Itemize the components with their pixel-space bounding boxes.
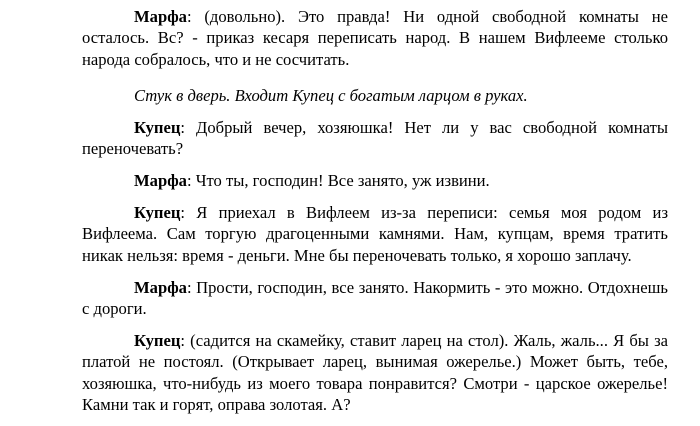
speaker-name: Купец <box>134 203 181 222</box>
dialogue-paragraph-kupets-3 <box>82 330 668 416</box>
stage-direction-text: Стук в дверь. Входит Купец с богатым ларцом в руках. <box>134 86 528 105</box>
speaker-name: Марфа <box>134 278 187 297</box>
speaker-name: Купец <box>134 118 181 137</box>
stage-direction <box>82 85 668 106</box>
dialogue-text: : (садится на скамейку, ставит ларец на стол). Жаль, жаль... Я бы за платой не постоял. (Открывает ларец, вынимая ожерелье.) Может быть, тебе, хозяюшка, что-нибудь из моего товара понравится? Смотри - царское ожерелье! Камни так и горят, оправа золотая. А? <box>82 331 668 415</box>
dialogue-text: : (довольно). Это правда! Ни одной свободной комнаты не осталось. Вс? - приказ кесаря переписать народ. В нашем Вифлееме столько народа собралось, что и не сосчитать. <box>82 7 668 69</box>
dialogue-paragraph-marfa-3 <box>82 277 668 320</box>
dialogue-paragraph-kupets-1 <box>82 117 668 160</box>
speaker-name: Марфа <box>134 171 187 190</box>
dialogue-text: : Что ты, господин! Все занято, уж извини. <box>186 171 490 190</box>
dialogue-paragraph-marfa-2 <box>82 170 668 191</box>
dialogue-text: : Я приехал в Вифлеем из-за переписи: семья моя родом из Вифлеема. Сам торгую драгоценными камнями. Нам, купцам, время тратить никак нельзя: время - деньги. Мне бы переночевать только, я хорошо заплачу. <box>82 203 668 265</box>
dialogue-paragraph-marfa-1 <box>82 6 668 70</box>
dialogue-text: : Добрый вечер, хозяюшка! Нет ли у вас свободной комнаты переночевать? <box>82 118 668 159</box>
dialogue-paragraph-kupets-2 <box>82 202 668 266</box>
speaker-name: Купец <box>134 331 181 350</box>
dialogue-text: : Прости, господин, все занято. Накормить - это можно. Отдохнешь с дороги. <box>82 278 668 319</box>
speaker-name: Марфа <box>134 7 187 26</box>
